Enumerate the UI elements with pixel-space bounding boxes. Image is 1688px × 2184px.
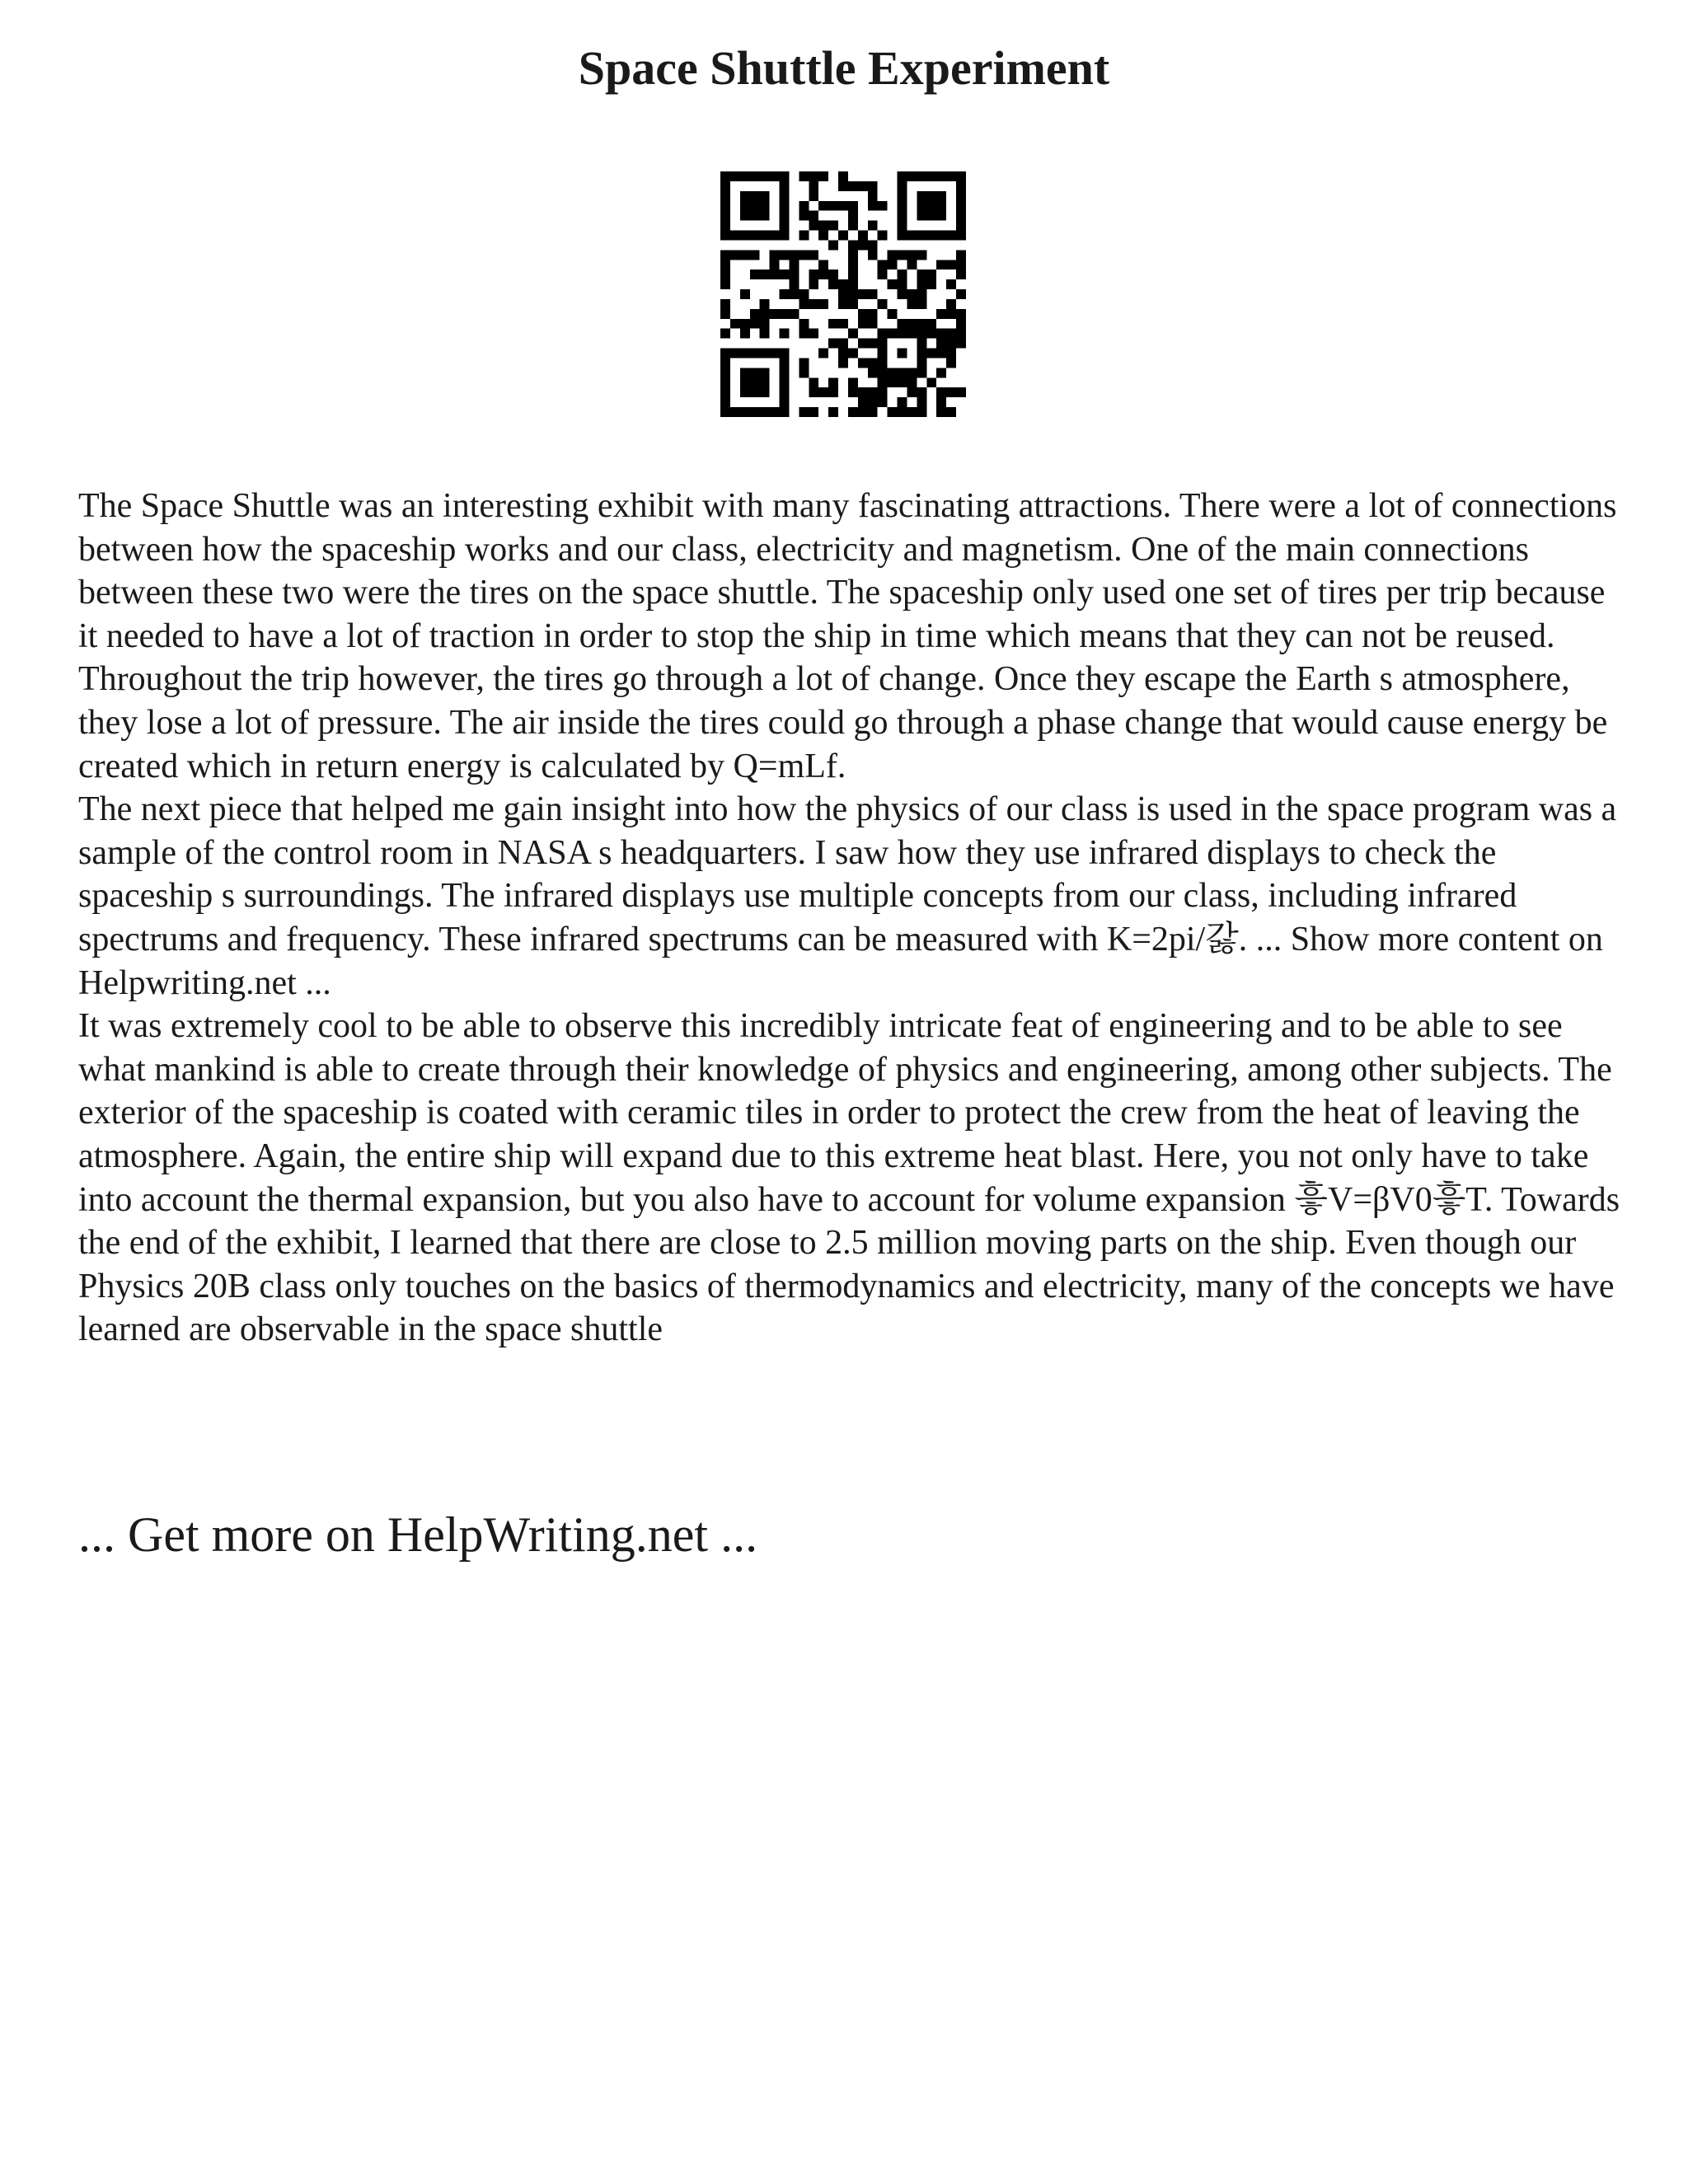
page-title: Space Shuttle Experiment [578, 41, 1110, 95]
paragraph-engineering: It was extremely cool to be able to observe this incredibly intricate feat of engineering and to be able to see what mankind is able to create through their knowledge of physics and engineering, among other subjects. The exterior of the spaceship is coated with ceramic tiles in order to protect the crew from the heat of leaving the atmosphere. Again, the entire ship will expand due to this extreme heat blast. Here, you not only have to take into account the thermal expansion, but you also have to account for volume expansion 흫V=βV0흫T. Towards the end of the exhibit, I learned that there are close to 2.5 million moving parts on the ship. Even though our Physics 20B class only touches on the basics of thermodynamics and electricity, many of the concepts we have learned are observable in the space shuttle [78, 1007, 1620, 1349]
paragraph-tires: The Space Shuttle was an interesting exhibit with many fascinating attractions. There were a lot of connections between how the spaceship works and our class, electricity and magnetism. One of the main connections between these two were the tires on the space shuttle. The spaceship only used one set of tires per trip because it needed to have a lot of traction in order to stop the ship in time which means that they can not be reused. Throughout the trip however, the tires go through a lot of change. Once they escape the Earth s atmosphere, they lose a lot of pressure. The air inside the tires could go through a phase change that would cause energy be created which in return energy is calculated by Q=mLf. [78, 487, 1617, 785]
article-body [78, 485, 1628, 1352]
paragraph-control-room: The next piece that helped me gain insight into how the physics of our class is used in the space program was a sample of the control room in NASA s headquarters. I saw how they use infrared displays to check the spaceship s surroundings. The infrared displays use multiple concepts from our class, including infrared spectrums and frequency. These infrared spectrums can be measured with K=2pi/갏. ... Show more content on Helpwriting.net ... [78, 790, 1617, 1002]
qr-code-icon [720, 171, 966, 417]
get-more-link[interactable]: ... Get more on HelpWriting.net ... [78, 1507, 758, 1562]
